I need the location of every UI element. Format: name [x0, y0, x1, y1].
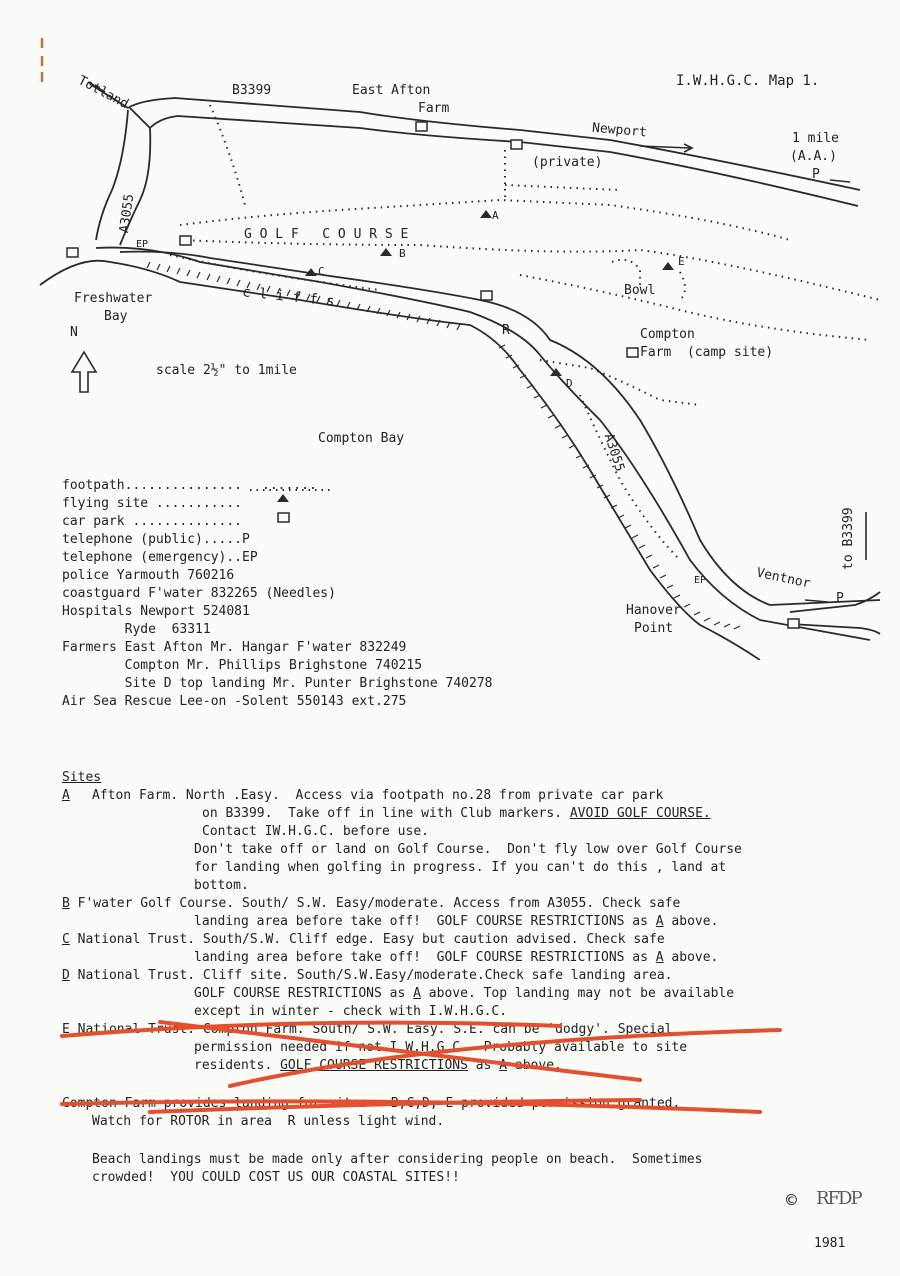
- rotor-warning: Watch for ROTOR in area R unless light wind.: [92, 1114, 445, 1129]
- label-cliffs: c l i f f s: [241, 284, 336, 310]
- site-e-line-2: permission needed if not I.W.H.G.C. Probably available to site: [194, 1040, 688, 1055]
- site-d-line-3: except in winter - check with I.W.H.G.C.: [194, 1004, 508, 1019]
- legend-footpath-dots: .......: [262, 478, 317, 493]
- copyright-symbol: ©: [786, 1190, 797, 1211]
- label-private: (private): [532, 155, 603, 170]
- label-site-d: D: [566, 377, 573, 390]
- label-totland: Totland: [75, 73, 131, 113]
- site-b-line-1: B F'water Golf Course. South/ S.W. Easy/moderate. Access from A3055. Check safe: [62, 896, 681, 911]
- label-farm: Farm: [418, 101, 450, 116]
- site-a-line-6: bottom.: [194, 878, 249, 893]
- site-b-letter: B: [62, 896, 70, 911]
- label-site-a: A: [492, 209, 499, 222]
- label-newport: Newport: [591, 120, 648, 141]
- label-freshwater: Freshwater: [74, 291, 153, 306]
- label-east-afton: East Afton: [352, 83, 431, 98]
- label-b3399: B3399: [232, 83, 272, 98]
- site-e-letter: E: [62, 1022, 70, 1037]
- signature: RFDP: [816, 1188, 861, 1209]
- site-d-line-2: GOLF COURSE RESTRICTIONS as A above. Top landing may not be available: [194, 986, 735, 1001]
- legend-car-park: car park ..............: [62, 514, 243, 529]
- site-e-line-1: E National Trust. Compton Farm. South/ S.W. Easy. S.E. can be 'dodgy'. Special: [62, 1022, 673, 1037]
- label-ventnor: Ventnor: [755, 565, 812, 592]
- label-to-b3399: to B3399: [841, 507, 856, 570]
- legend-hospitals: Hospitals Newport 524081: [62, 604, 250, 619]
- legend-flying-site: flying site ...........: [62, 496, 243, 511]
- label-bowl: Bowl: [624, 283, 656, 298]
- map-header: I.W.H.G.C. Map 1.: [676, 73, 820, 89]
- site-a-line-2: on B3399. Take off in line with Club markers. AVOID GOLF COURSE.: [202, 806, 711, 821]
- label-north: N: [70, 325, 78, 340]
- year: 1981: [814, 1236, 846, 1251]
- label-phone-public: P: [812, 167, 820, 182]
- beach-note-line-1: Beach landings must be made only after considering people on beach. Sometimes: [92, 1152, 703, 1167]
- legend-police: police Yarmouth 760216: [62, 568, 235, 583]
- site-a-letter: A: [62, 788, 70, 803]
- site-c-letter: C: [62, 932, 70, 947]
- label-scale: scale 2½" to 1mile: [156, 363, 297, 378]
- site-a-line-4: Don't take off or land on Golf Course. Don't fly low over Golf Course: [194, 842, 742, 857]
- label-site-b: B: [399, 247, 406, 260]
- legend-compton-farmer: Compton Mr. Phillips Brighstone 740215: [62, 658, 423, 673]
- site-a-line-5: for landing when golfing in progress. If you can't do this , land at: [194, 860, 727, 875]
- label-point: Point: [634, 621, 674, 636]
- site-e-line-3: residents. GOLF COURSE RESTRICTIONS as A above.: [194, 1058, 562, 1073]
- label-hanover: Hanover: [626, 603, 681, 618]
- site-c-line-1: C National Trust. South/S.W. Cliff edge. Easy but caution advised. Check safe: [62, 932, 665, 947]
- site-b-line-2: landing area before take off! GOLF COURSE RESTRICTIONS as A above.: [194, 914, 719, 929]
- site-a-line-1: Afton Farm. North .Easy. Access via footpath no.28 from private car park: [92, 788, 664, 803]
- site-d-letter: D: [62, 968, 70, 983]
- legend-telephone-emergency: telephone (emergency)..EP: [62, 550, 258, 565]
- legend-coastguard: coastguard F'water 832265 (Needles): [62, 586, 336, 601]
- label-a3055-coast: A3055: [600, 431, 628, 474]
- legend-farmers: Farmers East Afton Mr. Hangar F'water 832249: [62, 640, 407, 655]
- legend-ryde: Ryde 63311: [62, 622, 211, 637]
- beach-note-line-2: crowded! YOU COULD COST US OUR COASTAL SITES!!: [92, 1170, 460, 1185]
- legend-site-d-landing: Site D top landing Mr. Punter Brighstone 740278: [62, 676, 493, 691]
- label-site-e: E: [678, 255, 685, 268]
- legend-footpath: footpath...............: [62, 478, 243, 493]
- label-bay: Bay: [104, 309, 128, 324]
- label-compton-farm: Farm (camp site): [640, 345, 774, 360]
- label-a3055-west: A3055: [117, 193, 138, 234]
- legend-telephone-public: telephone (public).....P: [62, 532, 250, 547]
- site-c-line-2: landing area before take off! GOLF COURSE RESTRICTIONS as A above.: [194, 950, 719, 965]
- label-golf-course: G O L F C O U R S E: [244, 227, 409, 242]
- site-a-line-3: Contact IW.H.G.C. before use.: [202, 824, 429, 839]
- label-one-mile: 1 mile: [792, 131, 839, 146]
- label-site-c: C: [318, 265, 325, 278]
- label-area-r: R: [502, 323, 510, 338]
- label-compton-bay: Compton Bay: [318, 431, 405, 446]
- site-d-line-1: D National Trust. Cliff site. South/S.W.Easy/moderate.Check safe landing area.: [62, 968, 673, 983]
- legend-air-sea-rescue: Air Sea Rescue Lee-on -Solent 550143 ext.275: [62, 694, 407, 709]
- label-compton: Compton: [640, 327, 695, 342]
- sites-heading: Sites: [62, 770, 102, 785]
- compton-farm-note: Compton Farm provides landing for sites B,C,D, E provided permission granted.: [62, 1096, 681, 1111]
- label-ep-2: EP: [694, 575, 707, 586]
- avoid-golf-course: AVOID GOLF COURSE.: [569, 806, 711, 821]
- label-phone-public-2: P: [836, 591, 844, 606]
- label-ep: EP: [136, 239, 149, 250]
- label-aa: (A.A.): [790, 149, 837, 164]
